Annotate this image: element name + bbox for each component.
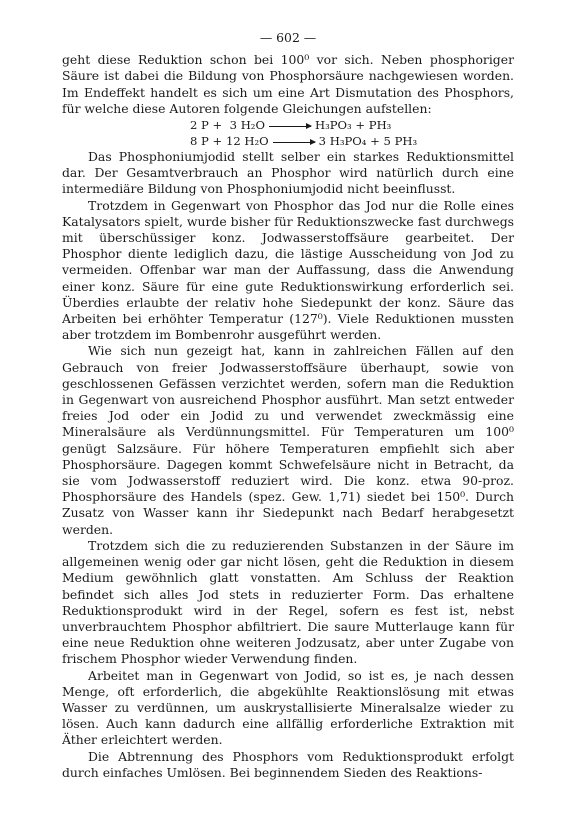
page-number: — 602 — — [259, 30, 317, 45]
reaction-arrow-icon — [273, 142, 315, 143]
equation-2-right: 3 H₃PO₄ + 5 PH₃ — [318, 134, 418, 149]
paragraph-5: Trotzdem sich die zu reduzierenden Substanzen in der Säure im allgemeinen wenig oder gar nicht lösen, geht die Reduktion in diesem Medium gewöhnlich glatt vonstatten. Am Schluss der Reaktion befindet sich alles Jod stets in reduzierter Form. Das erhaltene Reduktionsprodukt wird in der Regel, sofern es fest ist, nebst unverbrauchtem Phosphor abfiltriert. Die saure Mutterlauge kann für eine neue Reduktion ohne weiteren Jodzusatz, aber unter Zugabe von frischem Phosphor wieder Verwendung finden. — [62, 537, 514, 667]
page-body — [62, 30, 514, 781]
equation-block — [62, 117, 514, 149]
equation-1-left: 2 P + 3 H₂O — [190, 118, 265, 133]
reaction-arrow-icon — [269, 126, 311, 127]
paragraph-1: geht diese Reduktion schon bei 100⁰ vor sich. Neben phosphoriger Säure ist dabei die Bildung von Phosphorsäure nachgewiesen worden. Im Endeffekt handelt es sich um eine Art Dismutation des Phosphors, für welche diese Autoren folgende Gleichungen aufstellen: — [62, 52, 514, 116]
paragraph-2: Das Phosphoniumjodid stellt selber ein starkes Reduktionsmittel dar. Der Gesamtverbrauch an Phosphor wird natürlich durch eine intermediäre Bildung von Phosphoniumjodid nicht beeinflusst. — [62, 149, 514, 197]
paragraph-7: Die Abtrennung des Phosphors vom Reduktionsprodukt erfolgt durch einfaches Umlösen. Bei beginnendem Sieden des Reaktions- — [62, 748, 514, 780]
equation-2-left: 8 P + 12 H₂O — [190, 134, 269, 149]
paragraph-3: Trotzdem in Gegenwart von Phosphor das Jod nur die Rolle eines Katalysators spielt, wurde bisher für Reduktionszwecke fast durchwegs mit überschüssiger konz. Jodwasserstoffsäure gearbeitet. Der Phosphor diente lediglich dazu, die lästige Ausscheidung von Jod zu vermeiden. Offenbar war man der Auffassung, dass die Anwendung einer konz. Säure für eine gute Reduktionswirkung erforderlich sei. Überdies erlaubte der relativ hohe Siedepunkt der konz. Säure das Arbeiten bei erhöhter Temperatur (127⁰). Viele Reduktionen mussten aber trotzdem im Bombenrohr ausgeführt werden. — [62, 197, 514, 343]
equation-1 — [62, 117, 514, 133]
paragraph-4: Wie sich nun gezeigt hat, kann in zahlreichen Fällen auf den Gebrauch von freier Jodwasserstoffsäure überhaupt, sowie von geschlossenen Gefässen verzichtet werden, sofern man die Reduktion in Gegenwart von ausreichend Phosphor ausführt. Man setzt entweder freies Jod oder ein Jodid zu und verwendet zweckmässig eine Mineralsäure als Verdünnungsmittel. Für Temperaturen um 100⁰ genügt Salzsäure. Für höhere Temperaturen empfiehlt sich aber Phosphorsäure. Dagegen kommt Schwefelsäure nicht in Betracht, da sie vom Jodwasserstoff reduziert wird. Die konz. etwa 90-proz. Phosphorsäure des Handels (spez. Gew. 1,71) siedet bei 150⁰. Durch Zusatz von Wasser kann ihr Siedepunkt nach Bedarf herabgesetzt werden. — [62, 343, 514, 537]
equation-2 — [62, 133, 514, 149]
paragraph-6: Arbeitet man in Gegenwart von Jodid, so ist es, je nach dessen Menge, oft erforderlich, die abgekühlte Reaktionslösung mit etwas Wasser zu verdünnen, um auskrystallisierte Mineralsalze wieder zu lösen. Auch kann dadurch eine allfällig erforderliche Extraktion mit Äther erleichtert werden. — [62, 667, 514, 748]
equation-1-right: H₃PO₃ + PH₃ — [314, 118, 392, 133]
